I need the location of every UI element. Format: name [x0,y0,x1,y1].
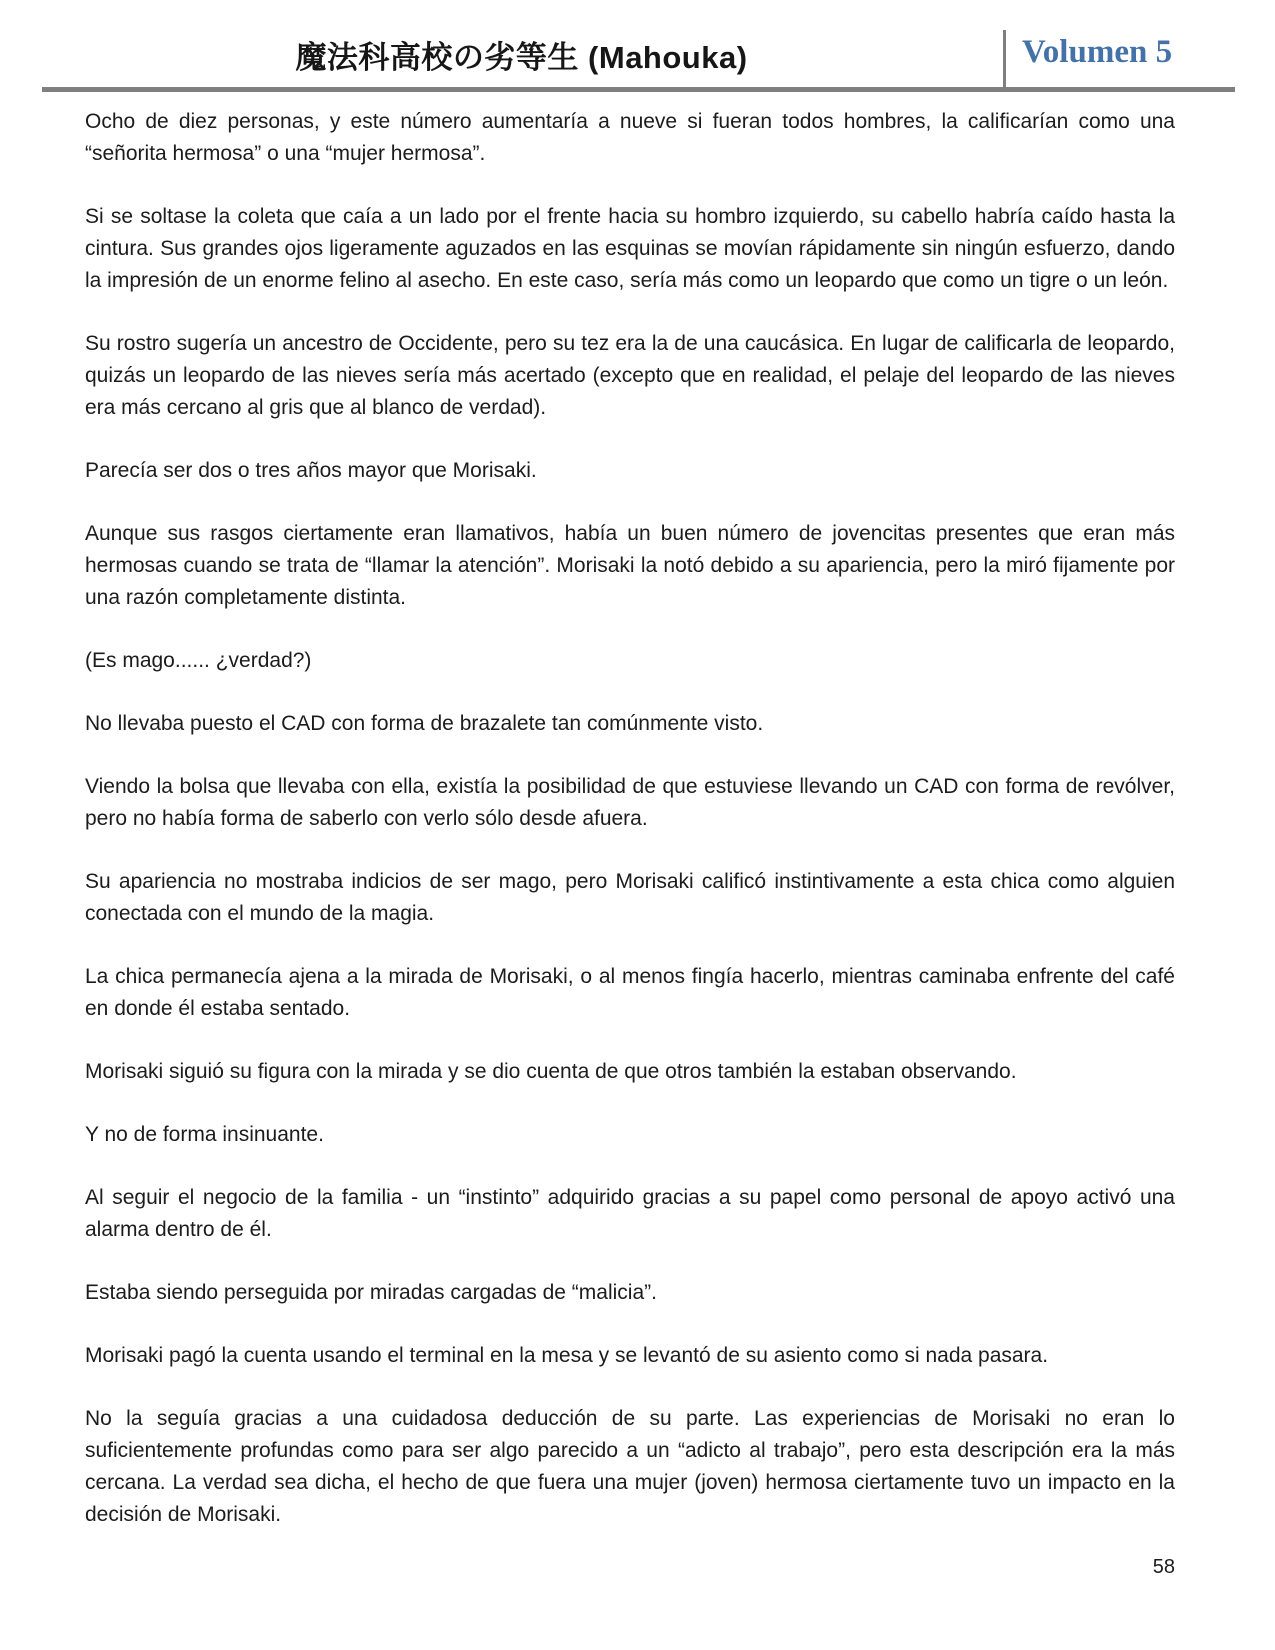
header-horizontal-rule [42,87,1235,92]
paragraph: La chica permanecía ajena a la mirada de Morisaki, o al menos fingía hacerlo, mientras caminaba enfrente del café en donde él estaba sentado. [85,965,1175,1020]
paragraph: Ocho de diez personas, y este número aumentaría a nueve si fueran todos hombres, la calificarían como una “señorita hermosa” o una “mujer hermosa”. [85,110,1175,165]
paragraph: Si se soltase la coleta que caía a un lado por el frente hacia su hombro izquierdo, su cabello habría caído hasta la cintura. Sus grandes ojos ligeramente aguzados en las esquinas se movían rápidamente sin ningún esfuerzo, dando la impresión de un enorme felino al asecho. En este caso, sería más como un leopardo que como un tigre o un león. [85,205,1175,292]
paragraph: Al seguir el negocio de la familia - un “instinto” adquirido gracias a su papel como personal de apoyo activó una alarma dentro de él. [85,1186,1175,1241]
paragraph: Y no de forma insinuante. [85,1123,324,1146]
page-header [0,0,1275,100]
paragraph: (Es mago...... ¿verdad?) [85,649,312,672]
paragraph: Morisaki siguió su figura con la mirada y se dio cuenta de que otros también la estaban observando. [85,1060,1017,1083]
page-body [85,106,1175,1562]
page-number: 58 [1152,1556,1175,1578]
header-vertical-divider [1003,30,1006,89]
paragraph: Morisaki pagó la cuenta usando el terminal en la mesa y se levantó de su asiento como si nada pasara. [85,1344,1049,1367]
paragraph: Estaba siendo perseguida por miradas cargadas de “malicia”. [85,1281,657,1304]
paragraph: Parecía ser dos o tres años mayor que Morisaki. [85,459,537,482]
paragraph: No la seguía gracias a una cuidadosa deducción de su parte. Las experiencias de Morisaki no eran lo suficientemente profundas como para ser algo parecido a un “adicto al trabajo”, pero esta descripción era la más cercana. La verdad sea dicha, el hecho de que fuera una mujer (joven) hermosa ciertamente tuvo un impacto en la decisión de Morisaki. [85,1407,1175,1526]
paragraph: Su rostro sugería un ancestro de Occidente, pero su tez era la de una caucásica. En lugar de calificarla de leopardo, quizás un leopardo de las nieves sería más acertado (excepto que en realidad, el pelaje del leopardo de las nieves era más cercano al gris que al blanco de verdad). [85,332,1175,419]
document-title: 魔法科高校の劣等生 (Mahouka) [295,40,748,75]
paragraph: Viendo la bolsa que llevaba con ella, existía la posibilidad de que estuviese llevando un CAD con forma de revólver, pero no había forma de saberlo con verlo sólo desde afuera. [85,775,1175,830]
paragraph: Aunque sus rasgos ciertamente eran llamativos, había un buen número de jovencitas presentes que eran más hermosas cuando se trata de “llamar la atención”. Morisaki la notó debido a su apariencia, pero la miró fijamente por una razón completamente distinta. [85,522,1175,609]
paragraph: Su apariencia no mostraba indicios de ser mago, pero Morisaki calificó instintivamente a esta chica como alguien conectada con el mundo de la magia. [85,870,1175,925]
volume-label: Volumen 5 [1022,34,1173,70]
paragraph: No llevaba puesto el CAD con forma de brazalete tan comúnmente visto. [85,712,764,735]
